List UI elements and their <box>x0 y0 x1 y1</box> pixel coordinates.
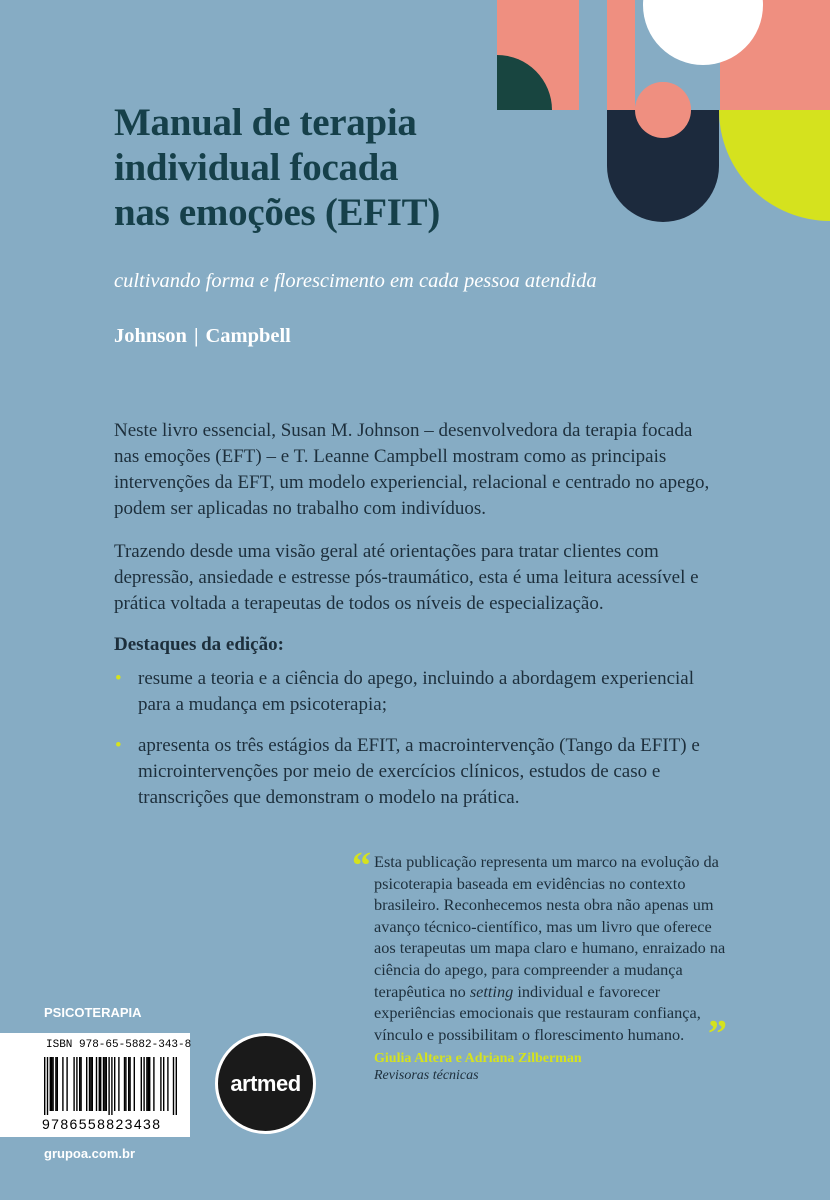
barcode-bar <box>86 1057 87 1111</box>
barcode-bar <box>128 1057 129 1111</box>
barcode-bar <box>55 1057 56 1111</box>
authors-line <box>114 325 291 348</box>
publisher-website: grupoa.com.br <box>44 1146 136 1161</box>
barcode-bar <box>129 1057 130 1111</box>
book-subtitle: cultivando forma e florescimento em cada pessoa atendida <box>114 270 597 292</box>
barcode-bar <box>100 1057 101 1111</box>
barcode-bar <box>44 1057 45 1115</box>
author-campbell: Campbell <box>205 325 291 347</box>
barcode-bar <box>50 1057 51 1111</box>
deco-blue-gap <box>579 0 607 110</box>
barcode-bar <box>118 1057 119 1111</box>
barcode-bar <box>52 1057 53 1111</box>
barcode-panel <box>0 1033 190 1137</box>
barcode-bar <box>163 1057 164 1111</box>
barcode-bar <box>146 1057 147 1111</box>
deco-salmon-small-circle <box>635 82 691 138</box>
barcode-bar <box>92 1057 93 1111</box>
description-paragraph-2: Trazendo desde uma visão geral até orientações para tratar clientes com depressão, ansiedade e estresse pós-traumático, esta é uma leitura acessível e prática voltada a terapeutas de todos os níveis de especialização. <box>114 541 699 614</box>
quote-attribution-role: Revisoras técnicas <box>374 1068 479 1084</box>
highlights-heading: Destaques da edição: <box>114 634 284 655</box>
quote-text-italic: setting <box>469 981 514 1001</box>
barcode-bar <box>89 1057 90 1111</box>
open-quote-icon: “ <box>352 845 371 887</box>
barcode-bar <box>99 1057 100 1111</box>
barcode-bar <box>134 1057 135 1111</box>
barcode-icon <box>44 1057 180 1115</box>
barcode-bar <box>90 1057 91 1111</box>
description-paragraph-1: Neste livro essencial, Susan M. Johnson – desenvolvedora da terapia focada nas emoções (EFT) – e T. Leanne Campbell mostram como as principais intervenções da EFT, um modelo experiencial, relacional e centrado no apego, podem ser aplicadas no trabalho com indivíduos. <box>114 420 710 519</box>
barcode-bar <box>76 1057 77 1111</box>
close-quote-icon: ” <box>708 1013 727 1055</box>
barcode-bar <box>104 1057 105 1111</box>
barcode-bar <box>160 1057 161 1111</box>
quote-attribution: Giulia Altera e Adriana Zilberman <box>374 1051 582 1067</box>
barcode-bar <box>125 1057 126 1111</box>
barcode-bar <box>96 1057 97 1111</box>
barcode-bar <box>73 1057 74 1111</box>
isbn-label: ISBN 978-65-5882-343-8 <box>46 1039 192 1051</box>
bullet-icon: • <box>115 668 122 689</box>
barcode-bar <box>143 1057 144 1111</box>
barcode-number: 9786558823438 <box>42 1116 162 1132</box>
highlight-text: apresenta os três estágios da EFIT, a macrointervenção (Tango da EFIT) e microintervenções por meio de exercícios clínicos, estudos de caso e transcrições que demonstram o modelo na prática. <box>138 735 700 808</box>
quote-text <box>374 851 732 1045</box>
barcode-bar <box>111 1057 112 1115</box>
quote-text-part-2: individual e favorecer experiências emocionais que restauram confiança, vínculo e possibilitam o florescimento humano. <box>374 981 701 1044</box>
barcode-bar <box>108 1057 109 1115</box>
barcode-bar <box>80 1057 81 1111</box>
barcode-bar <box>62 1057 63 1111</box>
barcode-bar <box>149 1057 150 1111</box>
barcode-bar <box>148 1057 149 1111</box>
publisher-name: artmed <box>230 1070 301 1096</box>
highlight-text: resume a teoria e a ciência do apego, incluindo a abordagem experiencial para a mudança em psicoterapia; <box>138 668 695 715</box>
barcode-bar <box>153 1057 154 1111</box>
category-label: PSICOTERAPIA <box>44 1005 142 1020</box>
barcode-bar <box>57 1057 58 1111</box>
book-description <box>114 418 714 826</box>
barcode-bar <box>47 1057 48 1115</box>
barcode-bar <box>114 1057 115 1111</box>
barcode-bar <box>167 1057 168 1111</box>
author-separator: | <box>193 325 199 347</box>
barcode-bar <box>124 1057 125 1111</box>
barcode-bar <box>79 1057 80 1111</box>
barcode-bar <box>176 1057 177 1115</box>
book-title <box>114 100 514 235</box>
barcode-bar <box>66 1057 67 1111</box>
bullet-icon: • <box>115 735 122 756</box>
quote-text-part-1: Esta publicação representa um marco na evolução da psicoterapia baseada em evidências no contexto brasileiro. Reconhecemos nesta obra não apenas um avanço técnico-científico, mas um livro que oferece aos terapeutas um mapa claro e humano, enraizado na ciência do apego, para compreender a mudança terapêutica no <box>374 852 726 1001</box>
endorsement-quote <box>352 845 732 1084</box>
highlights-list <box>114 666 714 811</box>
highlight-item <box>114 666 714 718</box>
barcode-bar <box>103 1057 104 1111</box>
author-johnson: Johnson <box>114 325 187 347</box>
highlight-item <box>114 733 714 811</box>
quote-attribution-block <box>374 1050 732 1084</box>
deco-lime-quarter-circle <box>719 110 830 221</box>
title-line-2: individual focada <box>114 146 399 189</box>
title-line-1: Manual de terapia <box>114 101 417 144</box>
title-line-3: nas emoções (EFIT) <box>114 191 441 234</box>
barcode-bar <box>106 1057 107 1111</box>
publisher-logo <box>215 1033 316 1134</box>
barcode-bar <box>173 1057 174 1115</box>
barcode-bar <box>51 1057 52 1111</box>
barcode-bar <box>141 1057 142 1111</box>
